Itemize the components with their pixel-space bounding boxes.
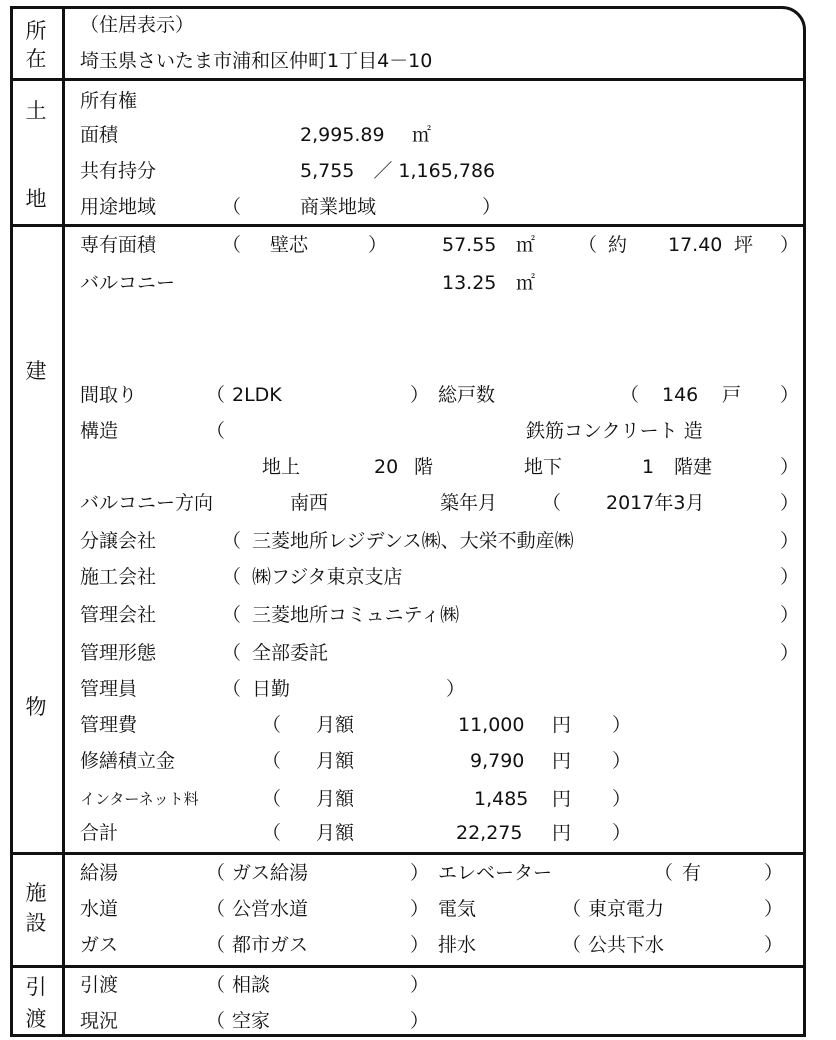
facilities-head-2: 設	[25, 911, 47, 935]
structure-label: 構造	[80, 420, 119, 442]
facilities-head-1: 施	[25, 881, 47, 905]
mgmt-co-label: 管理会社	[80, 604, 157, 626]
fee-period: 月額	[316, 714, 355, 736]
builder-open: （	[222, 566, 242, 588]
row-divider-facilities	[10, 965, 806, 968]
exclusive-area-label: 専有面積	[80, 234, 157, 256]
built-label: 築年月	[440, 492, 498, 514]
tsubo-open: （	[578, 234, 598, 256]
handover-head-1: 引	[25, 975, 47, 999]
tsubo-close: ）	[780, 234, 800, 256]
fee-unit: 円	[552, 822, 572, 844]
facility-right-value: 東京電力	[588, 898, 665, 920]
land-head-1: 土	[25, 99, 47, 123]
fee-value: 22,275	[456, 822, 523, 844]
facility-right-label: エレベーター	[438, 862, 553, 884]
column-divider	[62, 6, 65, 1037]
structure-value: 鉄筋コンクリート 造	[526, 420, 703, 442]
fee-open: （	[262, 822, 282, 844]
facility-left-value: 都市ガス	[232, 934, 309, 956]
land-zoning-value: 商業地域	[300, 196, 377, 218]
handover-open: （	[206, 974, 226, 996]
location-head-2: 在	[25, 47, 47, 71]
facility-right-close: ）	[764, 934, 784, 956]
exclusive-area-unit: ㎡	[516, 234, 536, 256]
facility-right-close: ）	[764, 898, 784, 920]
fee-period: 月額	[316, 750, 355, 772]
mgmt-co-value: 三菱地所コミュニティ㈱	[252, 604, 460, 626]
facility-right-open: （	[654, 862, 674, 884]
structure-open: （	[206, 420, 226, 442]
fee-label: 管理費	[80, 714, 138, 736]
facility-right-label: 排水	[438, 934, 477, 956]
fee-unit: 円	[552, 714, 572, 736]
row-divider-building	[10, 852, 806, 855]
fee-period: 月額	[316, 822, 355, 844]
fee-value: 1,485	[474, 788, 529, 810]
land-zoning-close: ）	[482, 196, 502, 218]
mgmt-type-open: （	[222, 642, 242, 664]
location-label: （住居表示）	[80, 14, 195, 36]
facility-left-close: ）	[410, 934, 430, 956]
floors-below-unit: 階建	[674, 456, 713, 478]
facility-right-open: （	[562, 898, 582, 920]
direction-value: 南西	[290, 492, 329, 514]
fee-value: 9,790	[470, 750, 525, 772]
fee-label: 合計	[80, 822, 119, 844]
facility-right-value: 有	[682, 862, 702, 884]
handover-close: ）	[410, 974, 430, 996]
manager-value: 日勤	[252, 678, 291, 700]
balcony-value: 13.25	[442, 272, 497, 294]
fee-period: 月額	[316, 788, 355, 810]
facility-left-close: ）	[410, 862, 430, 884]
seller-label: 分譲会社	[80, 530, 157, 552]
location-address: 埼玉県さいたま市浦和区仲町1丁目4－10	[80, 50, 433, 72]
fee-close: ）	[612, 714, 632, 736]
manager-open: （	[222, 678, 242, 700]
fee-open: （	[262, 714, 282, 736]
direction-label: バルコニー方向	[80, 492, 214, 514]
facility-left-label: 水道	[80, 898, 119, 920]
manager-close: ）	[446, 678, 466, 700]
land-ownership: 所有権	[80, 90, 138, 112]
exclusive-area-value: 57.55	[442, 234, 497, 256]
facility-left-open: （	[206, 862, 226, 884]
mgmt-type-close: ）	[780, 642, 800, 664]
facility-left-close: ）	[410, 898, 430, 920]
seller-open: （	[222, 530, 242, 552]
floors-below-label: 地下	[524, 456, 563, 478]
fee-close: ）	[612, 822, 632, 844]
land-zoning-open: （	[222, 196, 242, 218]
fee-open: （	[262, 788, 282, 810]
status-value: 空家	[232, 1010, 271, 1032]
handover-value: 相談	[232, 974, 271, 996]
tsubo-label: 約	[608, 234, 628, 256]
builder-close: ）	[780, 566, 800, 588]
handover-head-2: 渡	[25, 1007, 47, 1031]
built-close: ）	[780, 492, 800, 514]
fee-close: ）	[612, 788, 632, 810]
status-label: 現況	[80, 1010, 119, 1032]
structure-close: ）	[780, 456, 800, 478]
facility-left-value: 公営水道	[232, 898, 309, 920]
exclusive-open: （	[222, 234, 242, 256]
fee-close: ）	[612, 750, 632, 772]
land-area-unit: ㎡	[412, 124, 432, 146]
mgmt-co-close: ）	[780, 604, 800, 626]
units-value: 146	[662, 384, 699, 406]
facility-left-label: ガス	[80, 934, 119, 956]
floors-above-unit: 階	[414, 456, 434, 478]
facility-left-open: （	[206, 898, 226, 920]
layout-open: （	[206, 384, 226, 406]
fee-unit: 円	[552, 750, 572, 772]
location-head-1: 所	[25, 19, 47, 43]
fee-value: 11,000	[458, 714, 525, 736]
handover-label: 引渡	[80, 974, 119, 996]
facility-left-open: （	[206, 934, 226, 956]
fee-unit: 円	[552, 788, 572, 810]
tsubo-unit: 坪	[734, 234, 754, 256]
units-label: 総戸数	[438, 384, 496, 406]
building-head-2: 物	[25, 695, 47, 719]
status-close: ）	[410, 1010, 430, 1032]
units-open: （	[620, 384, 640, 406]
layout-value: 2LDK	[232, 384, 282, 406]
facility-left-value: ガス給湯	[232, 862, 309, 884]
land-share-label: 共有持分	[80, 160, 157, 182]
mgmt-co-open: （	[222, 604, 242, 626]
layout-close: ）	[410, 384, 430, 406]
mgmt-type-label: 管理形態	[80, 642, 157, 664]
fee-label: インターネット料	[80, 790, 199, 808]
exclusive-method: 壁芯	[270, 234, 309, 256]
units-close: ）	[780, 384, 800, 406]
floors-above-label: 地上	[262, 456, 301, 478]
built-open: （	[542, 492, 562, 514]
row-divider-land	[10, 224, 806, 227]
builder-label: 施工会社	[80, 566, 157, 588]
facility-right-open: （	[562, 934, 582, 956]
land-area-value: 2,995.89	[300, 124, 385, 146]
units-unit: 戸	[722, 384, 742, 406]
land-share-value: 5,755 ／ 1,165,786	[300, 160, 496, 182]
balcony-label: バルコニー	[80, 272, 176, 294]
building-head-1: 建	[25, 359, 47, 383]
balcony-unit: ㎡	[516, 272, 536, 294]
status-open: （	[206, 1010, 226, 1032]
facility-right-label: 電気	[438, 898, 477, 920]
land-area-label: 面積	[80, 124, 119, 146]
exclusive-close: ）	[368, 234, 388, 256]
fee-label: 修繕積立金	[80, 750, 176, 772]
mgmt-type-value: 全部委託	[252, 642, 329, 664]
row-divider-location	[10, 78, 806, 81]
seller-close: ）	[780, 530, 800, 552]
manager-label: 管理員	[80, 678, 138, 700]
facility-left-label: 給湯	[80, 862, 119, 884]
tsubo-value: 17.40	[668, 234, 723, 256]
facility-right-close: ）	[764, 862, 784, 884]
floors-above-value: 20	[374, 456, 399, 478]
fee-open: （	[262, 750, 282, 772]
layout-label: 間取り	[80, 384, 138, 406]
facility-right-value: 公共下水	[588, 934, 665, 956]
land-zoning-label: 用途地域	[80, 196, 157, 218]
builder-value: ㈱フジタ東京支店	[252, 566, 403, 588]
seller-value: 三菱地所レジデンス㈱、大栄不動産㈱	[252, 530, 574, 552]
floors-below-value: 1	[642, 456, 655, 478]
built-value: 2017年3月	[606, 492, 705, 514]
land-head-2: 地	[25, 187, 47, 211]
